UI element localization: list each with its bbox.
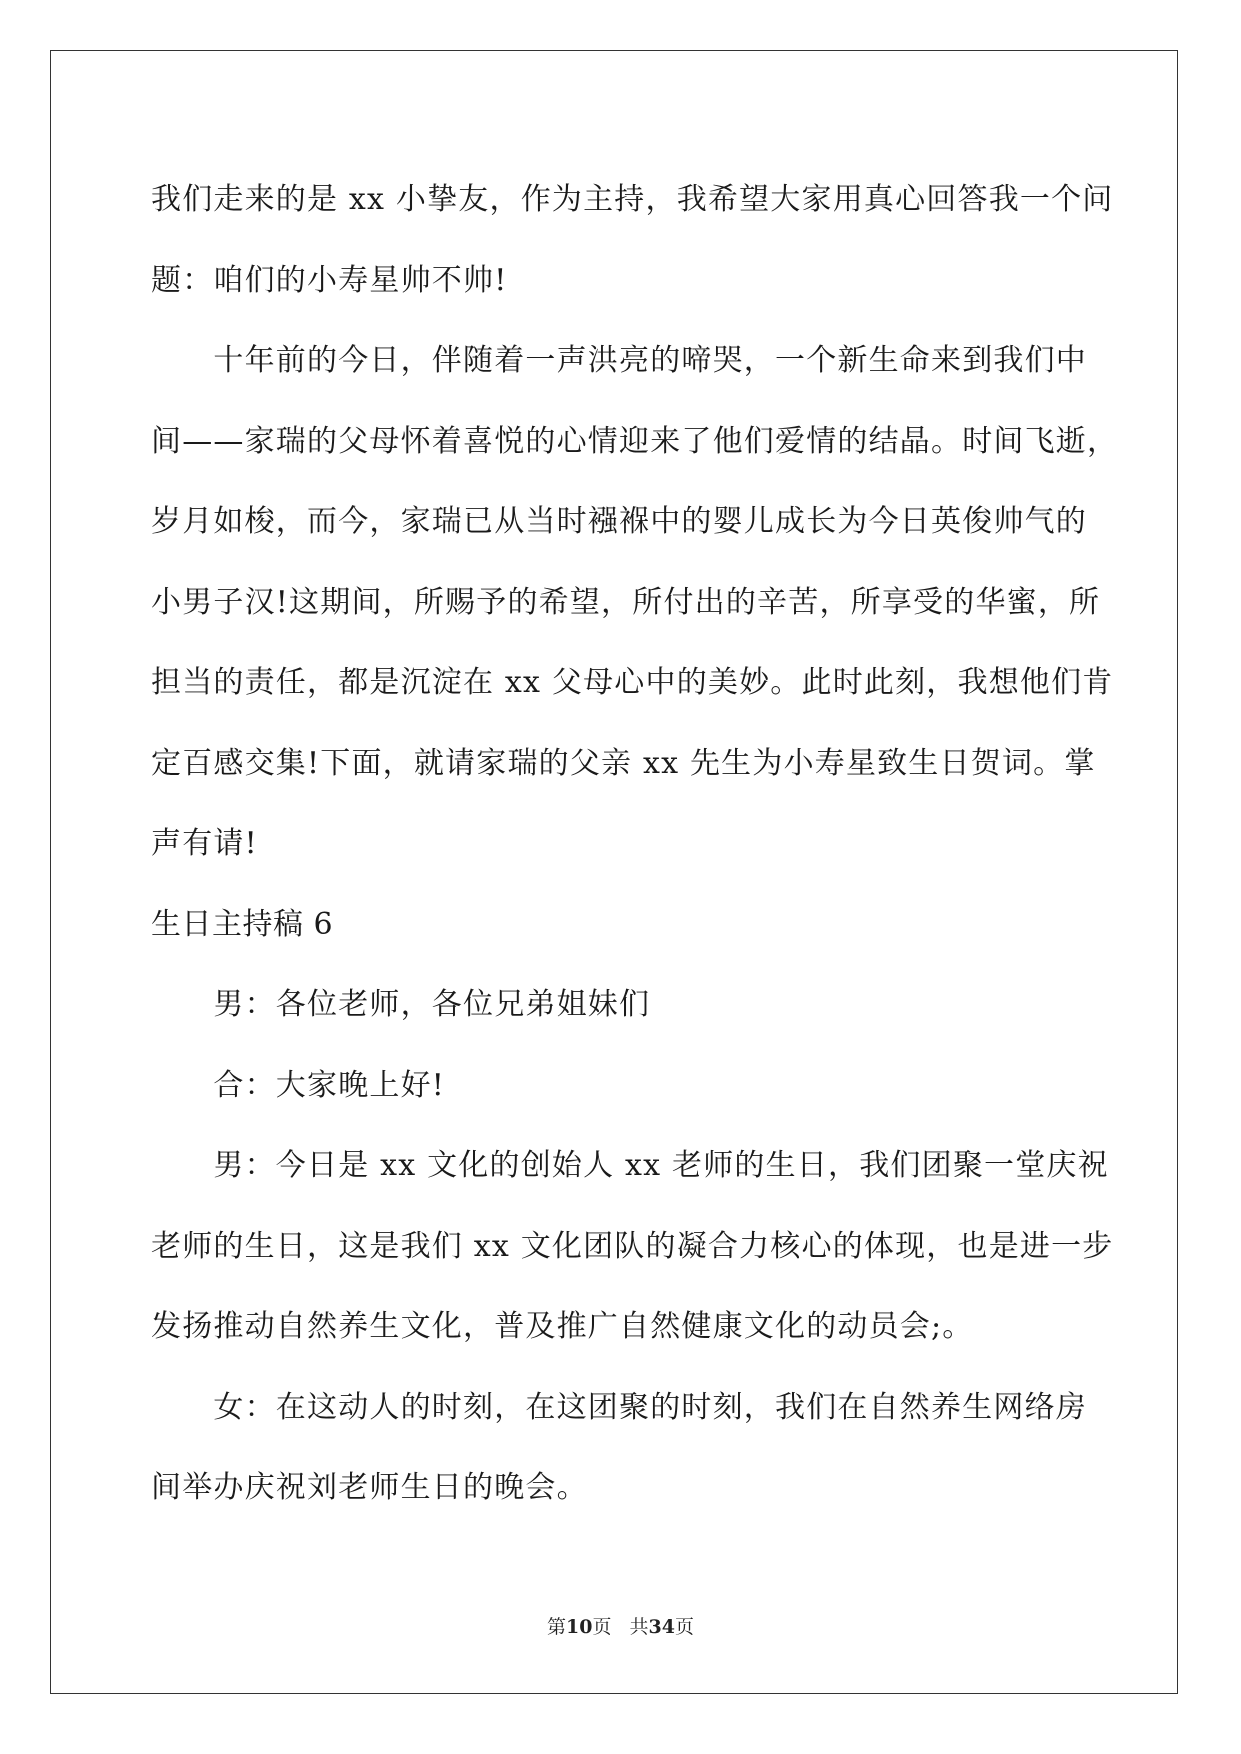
- page-label: 页: [592, 1616, 612, 1638]
- page-footer: [0, 1612, 1241, 1639]
- text-line: 女：在这动人的时刻，在这团聚的时刻，我们在自然养生网络房: [151, 1389, 1087, 1425]
- text-line: 男：今日是 xx 文化的创始人 xx 老师的生日，我们团聚一堂庆祝: [151, 1148, 1109, 1183]
- text-line: 我们走来的是 xx 小挚友，作为主持，我希望大家用真心回答我一个问: [151, 182, 1114, 217]
- text-line: 声有请!: [151, 826, 258, 861]
- text-line: 十年前的今日，伴随着一声洪亮的啼哭，一个新生命来到我们中: [151, 343, 1087, 378]
- text-line: 发扬推动自然养生文化，普及推广自然健康文化的动员会;。: [151, 1309, 974, 1344]
- text-line: 间举办庆祝刘老师生日的晚会。: [151, 1470, 588, 1505]
- text-line: 合：大家晚上好!: [151, 1067, 446, 1103]
- page-total: 34: [648, 1616, 675, 1638]
- text-line: 担当的责任，都是沉淀在 xx 父母心中的美妙。此时此刻，我想他们肯: [151, 665, 1114, 700]
- text-line: 岁月如梭，而今，家瑞已从当时襁褓中的婴儿成长为今日英俊帅气的: [151, 504, 1087, 539]
- total-prefix: 共: [629, 1616, 649, 1638]
- text-line: 定百感交集!下面，就请家瑞的父亲 xx 先生为小寿星致生日贺词。掌: [151, 745, 1096, 781]
- page-current: 10: [566, 1616, 593, 1638]
- document-body: [151, 160, 1119, 1529]
- text-line: 小男子汉!这期间，所赐予的希望，所付出的辛苦，所享受的华蜜，所: [151, 584, 1101, 620]
- section-heading: 生日主持稿 6: [151, 906, 334, 942]
- text-line: 老师的生日，这是我们 xx 文化团队的凝合力核心的体现，也是进一步: [151, 1228, 1114, 1264]
- text-line: 题：咱们的小寿星帅不帅!: [151, 262, 508, 298]
- text-line: 男：各位老师，各位兄弟姐妹们: [151, 987, 651, 1022]
- text-line: 间——家瑞的父母怀着喜悦的心情迎来了他们爱情的结晶。时间飞逝，: [151, 423, 1119, 459]
- total-label: 页: [674, 1616, 694, 1638]
- page-prefix: 第: [547, 1616, 567, 1638]
